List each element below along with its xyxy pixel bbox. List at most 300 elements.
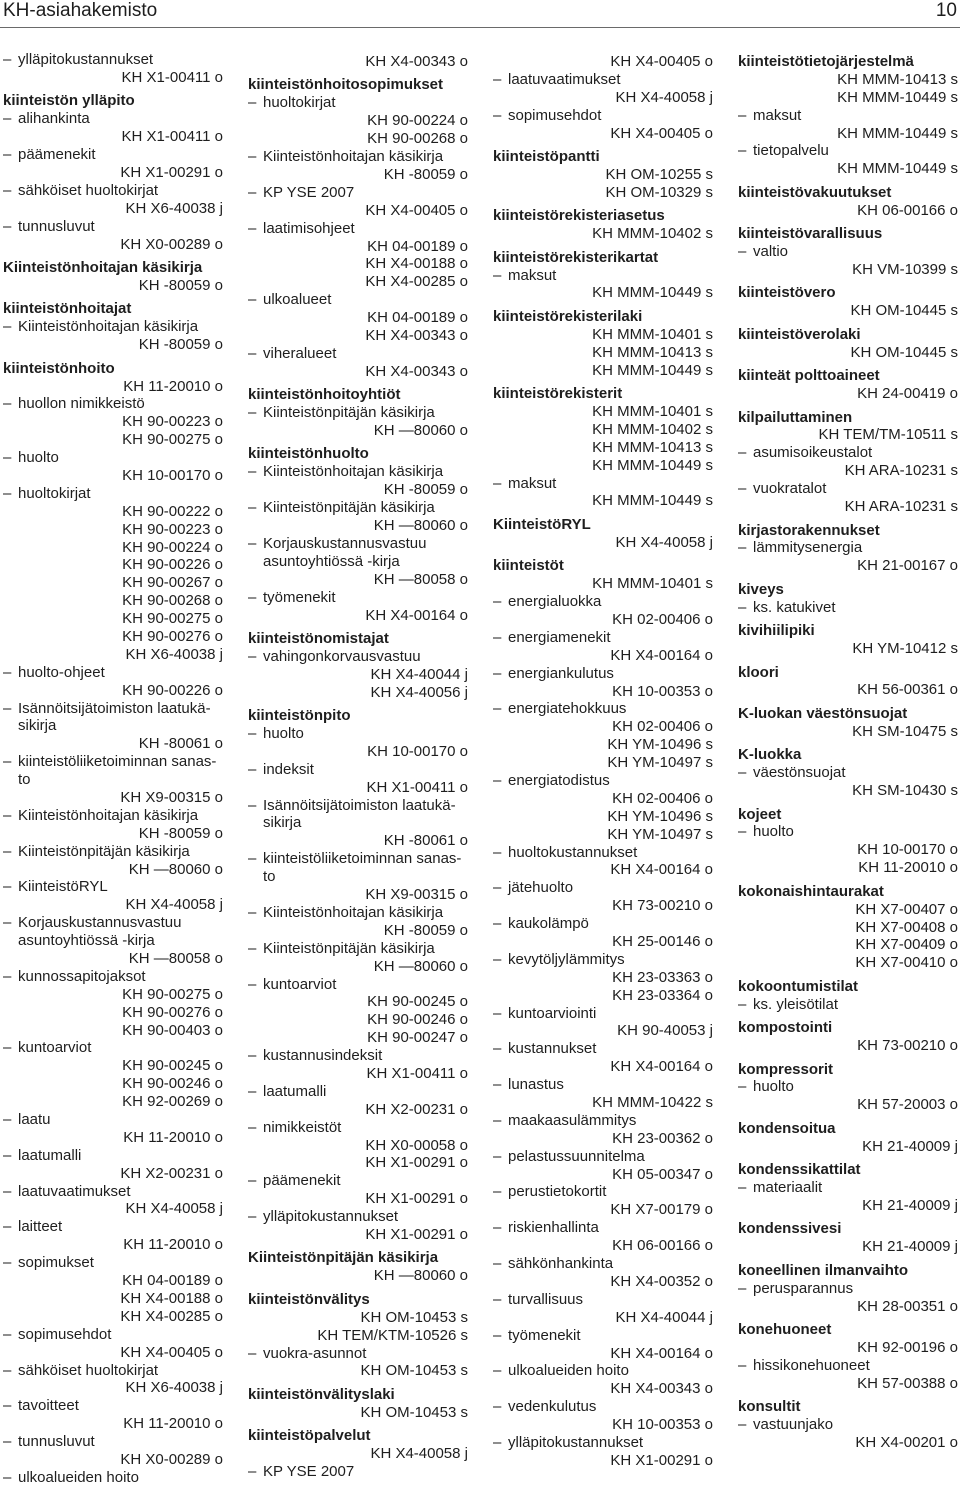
reference-code: KH 90-00268 o <box>367 130 468 148</box>
running-title: KH-asiahakemisto <box>3 0 158 21</box>
subentry-text: Isännöitsijätoimiston laatukä- <box>263 796 456 814</box>
index-subentry <box>493 915 713 933</box>
subentry-text: huoltokirjat <box>18 484 91 502</box>
dash-marker: – <box>738 444 747 462</box>
index-subentry <box>493 1434 713 1452</box>
subentry-continuation: sikirja <box>263 814 302 832</box>
index-subentry <box>3 1469 223 1487</box>
subentry-text: päämenekit <box>263 1172 341 1190</box>
index-subentry <box>248 1463 468 1481</box>
dash-marker: – <box>493 664 502 682</box>
index-subentry <box>248 499 468 517</box>
subentry-text: energialuokka <box>508 593 602 611</box>
index-subentry <box>493 1005 713 1023</box>
index-term: kiinteistönhuolto <box>248 445 369 463</box>
reference-code: KH 90-00224 o <box>122 538 223 556</box>
index-column-2 <box>248 53 468 1481</box>
dash-marker: – <box>738 823 747 841</box>
index-subentry <box>3 807 223 825</box>
reference-code: KH 02-00406 o <box>612 718 713 736</box>
subentry-text: Korjauskustannusvastuu <box>263 534 427 552</box>
index-term: koneellinen ilmanvaihto <box>738 1261 909 1279</box>
index-subentry <box>738 539 958 557</box>
index-subentry <box>493 1183 713 1201</box>
subentry-text: maakaasulämmitys <box>508 1111 637 1129</box>
index-term: kiinteistönhoitajat <box>3 300 132 318</box>
reference-code: KH X9-00315 o <box>365 886 468 904</box>
reference-code: KH X1-00291 o <box>120 163 223 181</box>
reference-code: KH MMM-10449 s <box>592 456 713 474</box>
index-subentry <box>3 878 223 896</box>
dash-marker: – <box>248 1118 257 1136</box>
reference-code: KH X4-00343 o <box>365 326 468 344</box>
index-subentry <box>248 184 468 202</box>
reference-code: KH 90-00275 o <box>122 610 223 628</box>
reference-code: KH MMM-10449 s <box>837 160 958 178</box>
dash-marker: – <box>3 663 12 681</box>
index-subentry <box>3 51 223 69</box>
index-column-4 <box>738 53 958 1452</box>
dash-marker: – <box>3 1039 12 1057</box>
dash-marker: – <box>3 1397 12 1415</box>
index-subentry <box>738 1179 958 1197</box>
subentry-text: Isännöitsijätoimiston laatukä- <box>18 699 211 717</box>
index-subentry <box>738 142 958 160</box>
index-subentry <box>3 700 223 718</box>
subentry-text: vahingonkorvausvastuu <box>263 647 421 665</box>
dash-marker: – <box>738 1279 747 1297</box>
dash-marker: – <box>248 939 257 957</box>
index-subentry <box>738 480 958 498</box>
reference-code: KH 56-00361 o <box>857 681 958 699</box>
dash-marker: – <box>738 480 747 498</box>
subentry-text: turvallisuus <box>508 1290 584 1308</box>
dash-marker: – <box>493 1040 502 1058</box>
index-term: kiinteistörekisterikartat <box>493 248 659 266</box>
index-subentry <box>493 1291 713 1309</box>
reference-code: KH 90-00226 o <box>122 556 223 574</box>
reference-code: KH X4-00343 o <box>365 362 468 380</box>
reference-code: KH YM-10496 s <box>607 736 713 754</box>
reference-code: KH -80061 o <box>138 735 223 753</box>
dash-marker: – <box>493 474 502 492</box>
subentry-text: lämmitysenergia <box>753 539 863 557</box>
index-subentry <box>493 879 713 897</box>
dash-marker: – <box>3 1146 12 1164</box>
dash-marker: – <box>493 950 502 968</box>
subentry-text: kuntoarviot <box>18 1039 92 1057</box>
index-subentry <box>493 593 713 611</box>
index-subentry <box>248 220 468 238</box>
index-subentry <box>248 648 468 666</box>
reference-code: KH OM-10445 s <box>850 343 958 361</box>
dash-marker: – <box>738 142 747 160</box>
dash-marker: – <box>248 1172 257 1190</box>
index-subentry <box>3 395 223 413</box>
reference-code: KH MMM-10402 s <box>592 420 713 438</box>
reference-code: KH X7-00409 o <box>855 936 958 954</box>
reference-code: KH X4-00343 o <box>610 1380 713 1398</box>
index-subentry <box>493 1255 713 1273</box>
reference-code: KH 90-00403 o <box>122 1021 223 1039</box>
reference-code: KH 11-20010 o <box>123 1128 223 1146</box>
subentry-text: sopimusehdot <box>508 106 602 124</box>
dash-marker: – <box>3 878 12 896</box>
dash-marker: – <box>248 975 257 993</box>
reference-code: KH 73-00210 o <box>857 1037 958 1055</box>
index-term: kiinteistönhoitosopimukset <box>248 76 444 94</box>
reference-code: KH X1-00411 o <box>121 128 223 146</box>
subentry-text: KiinteistöRYL <box>18 878 108 896</box>
subentry-text: huolto <box>753 1078 794 1096</box>
subentry-text: ks. katukivet <box>753 598 836 616</box>
dash-marker: – <box>493 700 502 718</box>
reference-code: KH -80061 o <box>383 832 468 850</box>
subentry-text: kiinteistöliiketoiminnan sanas- <box>18 753 217 771</box>
index-column-3 <box>493 53 713 1470</box>
reference-code: KH 21-40009 j <box>862 1137 958 1155</box>
reference-code: KH X1-00411 o <box>366 1064 468 1082</box>
index-subentry <box>738 444 958 462</box>
reference-code: KH X7-00408 o <box>855 918 958 936</box>
dash-marker: – <box>493 1147 502 1165</box>
subentry-text: huolto <box>18 449 59 467</box>
dash-marker: – <box>3 1468 12 1486</box>
index-subentry <box>248 535 468 553</box>
reference-code: KH X6-40038 j <box>125 199 223 217</box>
reference-code: KH X0-00289 o <box>120 1450 223 1468</box>
dash-marker: – <box>248 94 257 112</box>
dash-marker: – <box>493 1362 502 1380</box>
index-term: kiinteistöpalvelut <box>248 1427 371 1445</box>
index-subentry <box>738 1416 958 1434</box>
dash-marker: – <box>248 1208 257 1226</box>
reference-code: KH -80059 o <box>383 921 468 939</box>
index-subentry <box>493 665 713 683</box>
reference-code: KH 92-00269 o <box>122 1093 223 1111</box>
index-term: kojeet <box>738 805 782 823</box>
index-subentry <box>248 1208 468 1226</box>
dash-marker: – <box>3 1325 12 1343</box>
dash-marker: – <box>493 1433 502 1451</box>
reference-code: KH 90-00223 o <box>122 413 223 431</box>
subentry-text: huolto <box>263 725 304 743</box>
index-subentry <box>248 1172 468 1190</box>
subentry-text: jätehuolto <box>508 879 574 897</box>
reference-code: KH 04-00189 o <box>367 309 468 327</box>
subentry-text: laatumalli <box>18 1146 82 1164</box>
reference-code: KH 11-20010 o <box>858 859 958 877</box>
index-term: kiinteät polttoaineet <box>738 367 880 385</box>
dash-marker: – <box>493 266 502 284</box>
dash-marker: – <box>3 181 12 199</box>
reference-code: KH SM-10430 s <box>852 782 958 800</box>
reference-code: KH X1-00291 o <box>610 1451 713 1469</box>
index-subentry <box>248 463 468 481</box>
reference-code: KH —80058 o <box>373 570 468 588</box>
reference-code: KH X2-00231 o <box>120 1164 223 1182</box>
reference-code: KH OM-10329 s <box>605 183 713 201</box>
reference-code: KH X7-00410 o <box>855 954 958 972</box>
index-subentry <box>3 1254 223 1272</box>
reference-code: KH X4-00164 o <box>610 1344 713 1362</box>
subentry-text: indeksit <box>263 760 314 778</box>
reference-code: KH X9-00315 o <box>120 789 223 806</box>
reference-code: KH —80058 o <box>128 950 223 968</box>
subentry-text: KP YSE 2007 <box>263 183 355 201</box>
index-subentry <box>3 218 223 236</box>
subentry-text: vuokratalot <box>753 480 827 498</box>
dash-marker: – <box>493 1326 502 1344</box>
reference-code: KH 90-00275 o <box>122 985 223 1003</box>
reference-code: KH 21-40009 j <box>862 1196 958 1214</box>
subentry-text: vuokra-asunnot <box>263 1344 367 1362</box>
index-subentry <box>493 772 713 790</box>
subentry-text: vastuunjako <box>753 1416 834 1434</box>
dash-marker: – <box>248 219 257 237</box>
index-subentry <box>738 1078 958 1096</box>
reference-code: KH 11-20010 o <box>123 377 223 395</box>
index-term: kilpailuttaminen <box>738 408 853 426</box>
reference-code: KH 90-00223 o <box>122 520 223 538</box>
reference-code: KH X6-40038 j <box>125 645 223 663</box>
index-subentry <box>3 182 223 200</box>
index-subentry <box>3 485 223 503</box>
index-term: kiinteistönhoito <box>3 359 115 377</box>
reference-code: KH SM-10475 s <box>852 722 958 740</box>
index-subentry <box>3 1039 223 1057</box>
reference-code: KH X4-00405 o <box>610 53 713 70</box>
subentry-text: laitteet <box>18 1218 63 1236</box>
reference-code: KH X4-00405 o <box>365 201 468 219</box>
subentry-text: väestönsuojat <box>753 764 846 782</box>
dash-marker: – <box>248 344 257 362</box>
reference-code: KH -80059 o <box>138 276 223 294</box>
index-term: kokonaishintaurakat <box>738 882 884 900</box>
index-subentry <box>248 761 468 779</box>
reference-code: KH 73-00210 o <box>612 897 713 915</box>
reference-code: KH 90-00275 o <box>122 431 223 449</box>
index-subentry <box>3 110 223 128</box>
dash-marker: – <box>248 1344 257 1362</box>
reference-code: KH OM-10445 s <box>850 302 958 320</box>
index-term: kirjastorakennukset <box>738 521 880 539</box>
index-subentry <box>3 449 223 467</box>
reference-code: KH 04-00189 o <box>122 1272 223 1290</box>
index-subentry <box>738 764 958 782</box>
reference-code: KH —80060 o <box>373 422 468 439</box>
reference-code: KH VM-10399 s <box>852 260 958 278</box>
index-term: kondenssikattilat <box>738 1161 861 1179</box>
subentry-text: asumisoikeustalot <box>753 444 873 462</box>
reference-code: KH MMM-10401 s <box>592 403 713 420</box>
dash-marker: – <box>3 914 12 932</box>
index-term: KiinteistöRYL <box>493 515 591 533</box>
index-subentry <box>738 243 958 261</box>
dash-marker: – <box>248 760 257 778</box>
index-term: kiinteistöt <box>493 557 564 575</box>
index-subentry <box>248 940 468 958</box>
subentry-text: kuntoarviot <box>263 975 337 993</box>
dash-marker: – <box>3 1218 12 1236</box>
dash-marker: – <box>3 449 12 467</box>
index-subentry <box>493 1219 713 1237</box>
subentry-text: kustannusindeksit <box>263 1047 383 1065</box>
reference-code: KH 21-00167 o <box>857 557 958 575</box>
dash-marker: – <box>248 1463 257 1481</box>
dash-marker: – <box>493 1219 502 1237</box>
subentry-text: päämenekit <box>18 146 96 164</box>
index-subentry <box>3 1111 223 1129</box>
reference-code: KH 10-00170 o <box>857 841 958 859</box>
subentry-text: maksut <box>508 266 557 284</box>
index-term: kiinteistörekisteriasetus <box>493 207 665 225</box>
reference-code: KH X4-40044 j <box>370 665 468 683</box>
dash-marker: – <box>738 1078 747 1096</box>
index-subentry <box>248 797 468 815</box>
reference-code: KH X1-00291 o <box>365 1190 468 1208</box>
reference-code: KH X4-40058 j <box>615 88 713 106</box>
subentry-text: kevytöljylämmitys <box>508 950 625 968</box>
dash-marker: – <box>738 1416 747 1434</box>
subentry-text: valtio <box>753 243 789 261</box>
dash-marker: – <box>493 843 502 861</box>
index-subentry <box>248 404 468 422</box>
reference-code: KH X6-40038 j <box>125 1379 223 1397</box>
subentry-text: maksut <box>508 474 557 492</box>
index-term: kiinteistön ylläpito <box>3 92 135 110</box>
reference-code: KH X4-00405 o <box>120 1343 223 1361</box>
index-term: kompressorit <box>738 1060 834 1078</box>
subentry-text: huollon nimikkeistö <box>18 395 145 413</box>
reference-code: KH X0-00058 o <box>365 1136 468 1154</box>
reference-code: KH -80059 o <box>383 165 468 183</box>
subentry-text: sähköiset huoltokirjat <box>18 181 159 199</box>
dash-marker: – <box>248 499 257 517</box>
index-term: kiinteistönvälitys <box>248 1290 370 1308</box>
index-term: kondenssivesi <box>738 1220 842 1238</box>
dash-marker: – <box>3 51 12 68</box>
index-term: kondensoitua <box>738 1119 836 1137</box>
subentry-text: viheralueet <box>263 344 337 362</box>
subentry-text: Kiinteistönhoitajan käsikirja <box>263 148 444 166</box>
index-subentry <box>3 146 223 164</box>
reference-code: KH MMM-10401 s <box>592 325 713 343</box>
dash-marker: – <box>248 1082 257 1100</box>
index-subentry <box>493 844 713 862</box>
index-subentry <box>738 107 958 125</box>
reference-code: KH 11-20010 o <box>123 1236 223 1254</box>
index-subentry <box>493 475 713 493</box>
dash-marker: – <box>493 70 502 88</box>
index-subentry <box>738 1280 958 1298</box>
reference-code: KH TEM/TM-10511 s <box>818 426 958 444</box>
reference-code: KH 90-00246 o <box>122 1075 223 1093</box>
reference-code: KH 02-00406 o <box>612 789 713 807</box>
reference-code: KH MMM-10449 s <box>837 124 958 142</box>
reference-code: KH X4-00164 o <box>365 606 468 624</box>
reference-code: KH X4-40058 j <box>125 1200 223 1218</box>
reference-code: KH —80060 o <box>128 860 223 878</box>
subentry-continuation: to <box>18 771 31 789</box>
reference-code: KH 06-00166 o <box>857 201 958 219</box>
subentry-text: kunnossapitojaksot <box>18 967 146 985</box>
subentry-text: Kiinteistönpitäjän käsikirja <box>263 939 435 957</box>
index-subentry <box>248 1083 468 1101</box>
index-subentry <box>3 968 223 986</box>
dash-marker: – <box>493 1076 502 1094</box>
index-term: K-luokan väestönsuojat <box>738 704 908 722</box>
index-subentry <box>248 345 468 363</box>
subentry-text: kaukolämpö <box>508 915 589 933</box>
dash-marker: – <box>493 593 502 611</box>
reference-code: KH OM-10255 s <box>605 165 713 183</box>
dash-marker: – <box>738 243 747 261</box>
index-term: kiinteistörekisterit <box>493 385 623 403</box>
reference-code: KH 10-00353 o <box>612 682 713 700</box>
subentry-text: tavoitteet <box>18 1397 79 1415</box>
reference-code: KH X4-00201 o <box>855 1434 958 1451</box>
dash-marker: – <box>3 1361 12 1379</box>
dash-marker: – <box>3 699 12 717</box>
index-subentry <box>248 1047 468 1065</box>
reference-code: KH 90-00224 o <box>367 112 468 130</box>
subentry-text: energiamenekit <box>508 628 611 646</box>
reference-code: KH 90-00222 o <box>122 502 223 520</box>
reference-code: KH OM-10453 s <box>360 1403 468 1421</box>
reference-code: KH X4-00405 o <box>610 124 713 142</box>
subentry-text: laatu <box>18 1111 51 1129</box>
reference-code: KH 23-03364 o <box>612 986 713 1004</box>
reference-code: KH X4-00188 o <box>120 1289 223 1307</box>
reference-code: KH X4-00188 o <box>365 255 468 273</box>
index-subentry <box>3 1397 223 1415</box>
dash-marker: – <box>738 539 747 557</box>
reference-code: KH -80059 o <box>383 481 468 499</box>
index-term: kivihiilipiki <box>738 622 815 640</box>
reference-code: KH MMM-10402 s <box>592 225 713 243</box>
reference-code: KH 90-00247 o <box>367 1029 468 1047</box>
reference-code: KH X4-40056 j <box>370 683 468 701</box>
reference-code: KH ARA-10231 s <box>844 462 958 480</box>
index-subentry <box>738 823 958 841</box>
dash-marker: – <box>248 903 257 921</box>
subentry-text: kuntoarviointi <box>508 1004 597 1022</box>
dash-marker: – <box>248 588 257 606</box>
dash-marker: – <box>493 1255 502 1273</box>
index-term: konsultit <box>738 1398 801 1416</box>
subentry-continuation: to <box>263 868 276 886</box>
index-term: kiveys <box>738 580 784 598</box>
subentry-text: kiinteistöliiketoiminnan sanas- <box>263 850 462 868</box>
subentry-text: sopimusehdot <box>18 1325 112 1343</box>
index-subentry <box>493 1112 713 1130</box>
reference-code: KH OM-10453 s <box>360 1362 468 1380</box>
page-header <box>0 0 960 28</box>
subentry-text: ylläpitokustannukset <box>508 1433 644 1451</box>
dash-marker: – <box>3 484 12 502</box>
dash-marker: – <box>248 796 257 814</box>
subentry-text: ks. yleisötilat <box>753 995 839 1013</box>
index-subentry <box>248 976 468 994</box>
index-term: kiinteistönhoitoyhtiöt <box>248 386 401 404</box>
index-subentry <box>248 850 468 868</box>
subentry-text: energiankulutus <box>508 664 614 682</box>
reference-code: KH X4-00343 o <box>365 53 468 70</box>
subentry-text: tunnusluvut <box>18 1433 95 1451</box>
subentry-text: pelastussuunnitelma <box>508 1147 645 1165</box>
index-term: kompostointi <box>738 1019 833 1037</box>
